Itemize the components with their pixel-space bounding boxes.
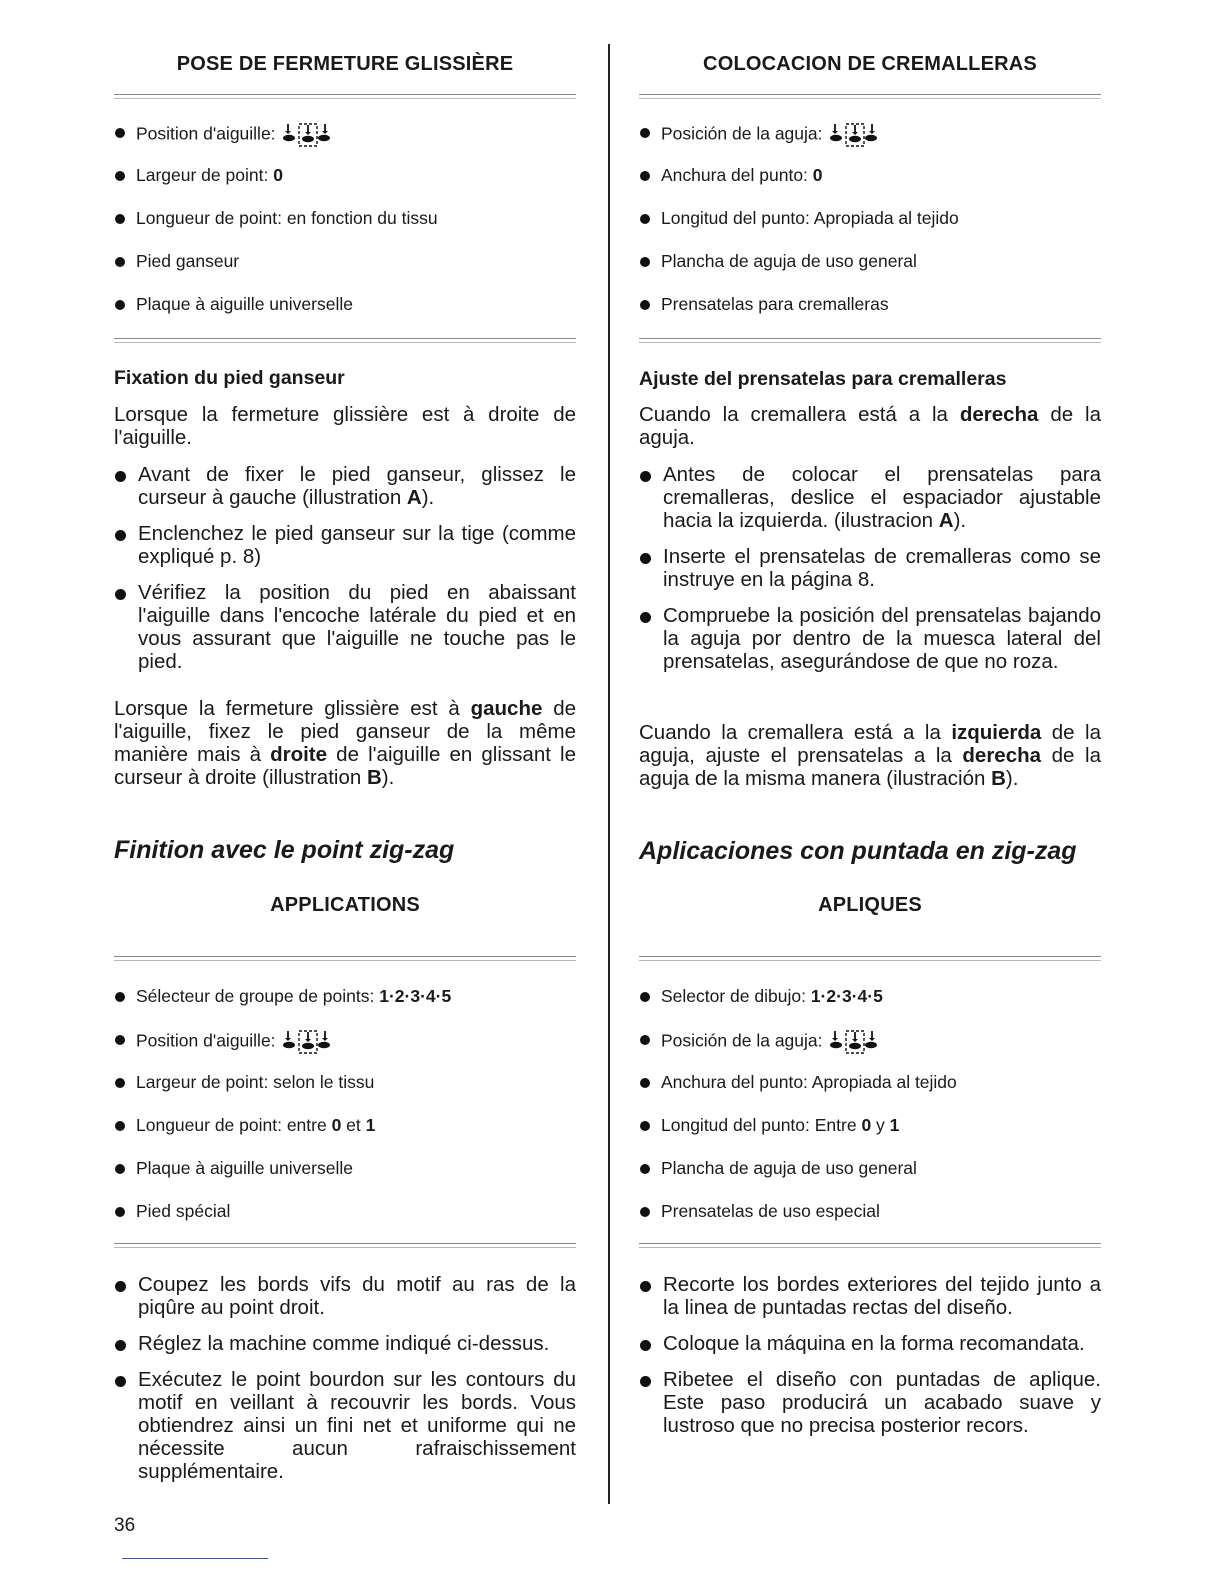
list-item: Vérifiez la position du pied en abaissant l'aiguille dans l'encoche latérale du pied et en vous assurant que l'aiguille ne touche pas le pied. xyxy=(114,581,576,673)
needle-position-icon xyxy=(829,1028,879,1056)
es-section2-subtitle: APLIQUES xyxy=(818,894,922,916)
list-item: Coloque la máquina en la forma recomandata. xyxy=(639,1332,1101,1355)
list-item: Coupez les bords vifs du motif au ras de la piqûre au point droit. xyxy=(114,1273,576,1319)
es-settings-list-2 xyxy=(639,985,1101,1243)
list-item: Sélecteur de groupe de points: 1·2·3·4·5 xyxy=(114,985,576,1028)
list-item: Largeur de point: selon le tissu xyxy=(114,1071,576,1114)
fr-section1-title: POSE DE FERMETURE GLISSIÈRE xyxy=(176,53,514,75)
divider xyxy=(114,94,576,99)
list-item: Avant de fixer le pied ganseur, glissez le curseur à gauche (illustration A). xyxy=(114,463,576,509)
fr-settings-list-2 xyxy=(114,985,576,1243)
list-item: Plancha de aguja de uso general xyxy=(639,1157,1101,1200)
list-item: Longitud del punto: Apropiada al tejido xyxy=(639,207,1101,250)
list-item: Prensatelas de uso especial xyxy=(639,1200,1101,1243)
list-item: Anchura del punto: Apropiada al tejido xyxy=(639,1071,1101,1114)
divider xyxy=(114,956,576,961)
fr-sub-heading: Fixation du pied ganseur xyxy=(114,367,345,389)
needle-position-icon xyxy=(282,1028,332,1056)
list-item: Recorte los bordes exteriores del tejido junto a la linea de puntadas rectas del diseño. xyxy=(639,1273,1101,1319)
es-section2-title: Aplicaciones con puntada en zig-zag xyxy=(639,837,1077,865)
list-item: Réglez la machine comme indiqué ci-dessus. xyxy=(114,1332,576,1355)
fr-closing-paragraph: Lorsque la fermeture glissière est à gauche de l'aiguille, fixez le pied ganseur de la même manière mais à droite de l'aiguille en glissant le curseur à droite (illustration B). xyxy=(114,697,576,789)
es-intro-paragraph: Cuando la cremallera está a la derecha de la aguja. xyxy=(639,403,1101,449)
page-number: 36 xyxy=(114,1515,136,1536)
fr-section2-title: Finition avec le point zig-zag xyxy=(114,836,455,864)
list-item: Enclenchez le pied ganseur sur la tige (comme expliqué p. 8) xyxy=(114,522,576,568)
list-item: Prensatelas para cremalleras xyxy=(639,293,1101,336)
list-item: Pied spécial xyxy=(114,1200,576,1243)
list-item: Plancha de aguja de uso general xyxy=(639,250,1101,293)
es-steps-list-2 xyxy=(639,1273,1101,1450)
list-item: Longueur de point: entre 0 et 1 xyxy=(114,1114,576,1157)
es-sub-heading: Ajuste del prensatelas para cremalleras xyxy=(639,368,1007,390)
list-item: Exécutez le point bourdon sur les contours du motif en veillant à recouvrir les bords. Vous obtiendrez ainsi un fini net et uniforme qui ne nécessite aucun rafraischissement supplémentaire. xyxy=(114,1368,576,1483)
fr-steps-list-2 xyxy=(114,1273,576,1496)
es-closing-paragraph: Cuando la cremallera está a la izquierda de la aguja, ajuste el prensatelas a la derecha de la aguja de la misma manera (ilustración B). xyxy=(639,721,1101,790)
es-section1-title: COLOCACION DE CREMALLERAS xyxy=(703,53,1037,75)
list-item: Posición de la aguja: xyxy=(639,1028,1101,1071)
list-item: Ribetee el diseño con puntadas de aplique. Este paso producirá un acabado suave y lustroso que no precisa posterior recors. xyxy=(639,1368,1101,1437)
list-item: Pied ganseur xyxy=(114,250,576,293)
divider xyxy=(639,1243,1101,1248)
fr-steps-list-1 xyxy=(114,463,576,686)
needle-position-icon xyxy=(829,121,879,149)
divider xyxy=(114,1243,576,1248)
fr-section2-subtitle: APPLICATIONS xyxy=(270,894,420,916)
es-settings-list-1 xyxy=(639,121,1101,336)
divider xyxy=(639,94,1101,99)
column-divider xyxy=(608,44,610,1504)
list-item: Inserte el prensatelas de cremalleras como se instruye en la página 8. xyxy=(639,545,1101,591)
list-item: Position d'aiguille: xyxy=(114,1028,576,1071)
needle-position-icon xyxy=(282,121,332,149)
list-item: Longitud del punto: Entre 0 y 1 xyxy=(639,1114,1101,1157)
list-item: Plaque à aiguille universelle xyxy=(114,293,576,336)
list-item: Posición de la aguja: xyxy=(639,121,1101,164)
fr-intro-paragraph: Lorsque la fermeture glissière est à droite de l'aiguille. xyxy=(114,403,576,449)
list-item: Anchura del punto: 0 xyxy=(639,164,1101,207)
list-item: Compruebe la posición del prensatelas bajando la aguja por dentro de la muesca lateral del prensatelas, asegurándose de que no roza. xyxy=(639,604,1101,673)
divider xyxy=(639,956,1101,961)
list-item: Antes de colocar el prensatelas para cremalleras, deslice el espaciador ajustable hacia la izquierda. (ilustracion A). xyxy=(639,463,1101,532)
fr-settings-list-1 xyxy=(114,121,576,336)
footer-line xyxy=(122,1558,268,1559)
list-item: Largeur de point: 0 xyxy=(114,164,576,207)
es-steps-list-1 xyxy=(639,463,1101,686)
list-item: Longueur de point: en fonction du tissu xyxy=(114,207,576,250)
list-item: Selector de dibujo: 1·2·3·4·5 xyxy=(639,985,1101,1028)
divider xyxy=(114,338,576,343)
list-item: Position d'aiguille: xyxy=(114,121,576,164)
divider xyxy=(639,338,1101,343)
list-item: Plaque à aiguille universelle xyxy=(114,1157,576,1200)
